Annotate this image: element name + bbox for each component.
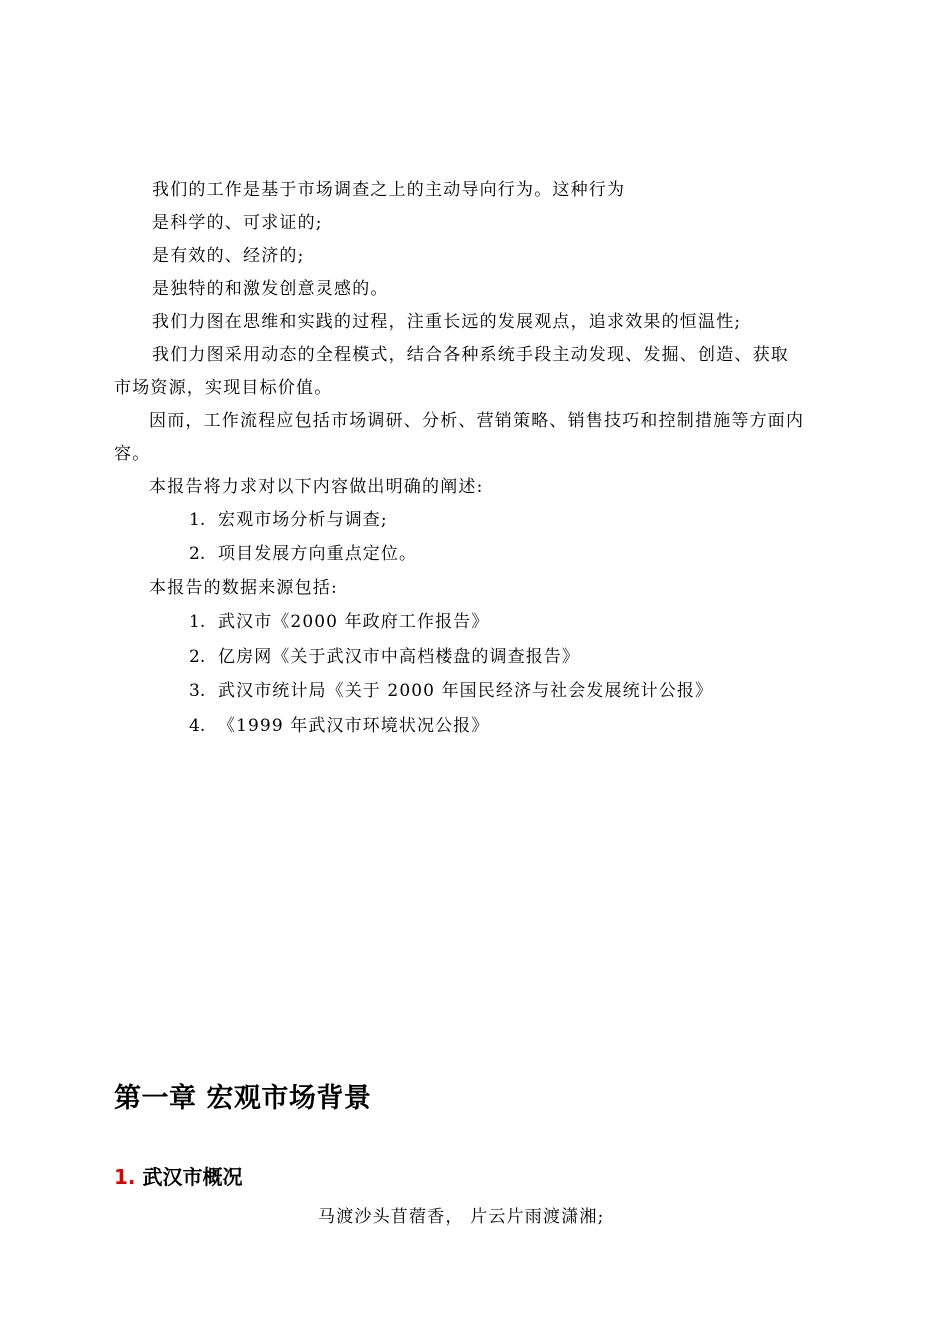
intro-paragraph-3: 是有效的、经济的; [152,246,305,266]
list-item-number: 1. [189,510,206,530]
sources-intro: 本报告的数据来源包括: [149,578,338,598]
intro-paragraph-8: 本报告将力求对以下内容做出明确的阐述: [149,477,484,497]
intro-paragraph-4: 是独特的和激发创意灵感的。 [152,279,389,299]
chapter-heading: 第一章 宏观市场背景 [114,1083,372,1114]
intro-paragraph-1: 我们的工作是基于市场调查之上的主动导向行为。这种行为 [152,180,626,200]
list-item-text: 亿房网《关于武汉市中高档楼盘的调查报告》 [218,647,580,667]
list-item-number: 4. [189,716,206,736]
list-item-text: 宏观市场分析与调查; [218,510,388,530]
intro-paragraph-6-line-1: 我们力图采用动态的全程模式，结合各种系统手段主动发现、发掘、创造、获取 [152,345,789,365]
intro-paragraph-6-line-2: 市场资源，实现目标价值。 [114,378,333,398]
intro-paragraph-7-line-2: 容。 [114,444,151,464]
intro-paragraph-5: 我们力图在思维和实践的过程，注重长远的发展观点，追求效果的恒温性; [152,312,742,332]
list-item-text: 武汉市统计局《关于 2000 年国民经济与社会发展统计公报》 [218,681,714,701]
section-title: 武汉市概况 [142,1165,243,1189]
list-item-number: 2. [189,647,206,667]
section-heading [114,1164,242,1190]
list-item-text: 武汉市《2000 年政府工作报告》 [218,612,490,632]
poem-line: 马渡沙头苜蓿香， 片云片雨渡潇湘; [318,1207,605,1227]
list-item-number: 3. [189,681,206,701]
intro-paragraph-7-line-1: 因而，工作流程应包括市场调研、分析、营销策略、销售技巧和控制措施等方面内 [149,411,805,431]
list-item-text: 《1999 年武汉市环境状况公报》 [218,716,490,736]
section-number: 1. [114,1165,136,1189]
list-item-number: 1. [189,612,206,632]
list-item-number: 2. [189,544,206,564]
list-item-text: 项目发展方向重点定位。 [218,544,418,564]
intro-paragraph-2: 是科学的、可求证的; [152,213,323,233]
